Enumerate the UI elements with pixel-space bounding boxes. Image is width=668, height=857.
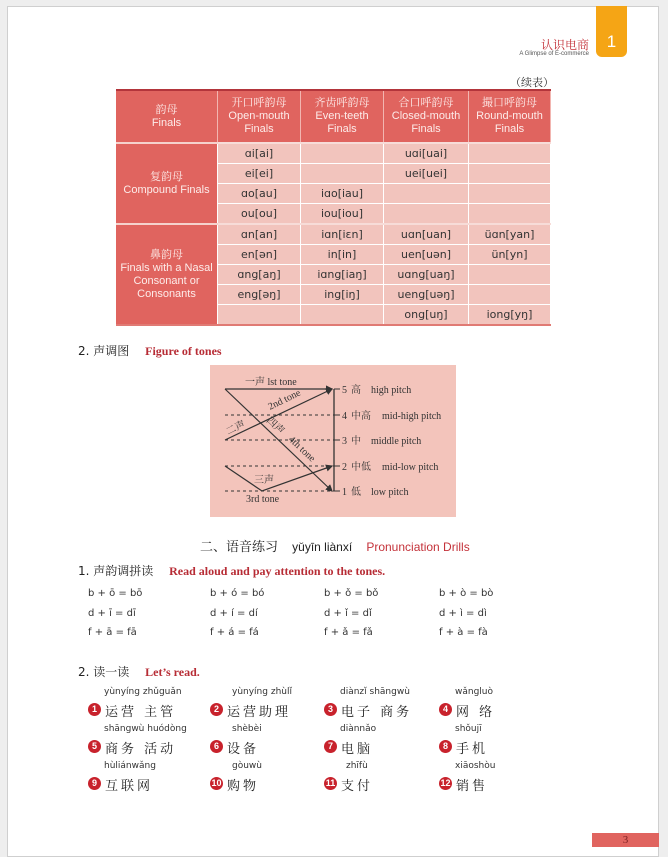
word-pinyin: shāngwù huódòng bbox=[104, 724, 187, 734]
table-cell: iɑn[iɛn] bbox=[301, 224, 384, 245]
col-header-closed-mouth: 合口呼韵母 Closed-mouth Finals bbox=[384, 90, 469, 143]
word-pinyin: wǎngluò bbox=[455, 687, 494, 697]
word-number-badge: 9 bbox=[88, 777, 101, 790]
word-pinyin: hùliánwǎng bbox=[104, 761, 156, 771]
tone-combination: b + ò = bò bbox=[439, 588, 494, 599]
pitch-level-description: low pitch bbox=[371, 487, 409, 498]
table-cell: en[ən] bbox=[218, 245, 301, 265]
fourth-tone-label-en: 4th tone bbox=[285, 434, 318, 465]
table-cell bbox=[301, 164, 384, 184]
word-pinyin: shǒujī bbox=[455, 724, 482, 734]
word-pinyin: diànzǐ shāngwù bbox=[340, 687, 410, 697]
read-aloud-number: 1. bbox=[78, 564, 90, 578]
word-pinyin: diànnǎo bbox=[340, 724, 377, 734]
read-aloud-title-en: Read aloud and pay attention to the tones. bbox=[169, 564, 386, 578]
word-number-badge: 7 bbox=[324, 740, 337, 753]
table-cell bbox=[469, 285, 551, 305]
tone-combination: f + ā = fā bbox=[88, 627, 137, 638]
tone-diagram bbox=[210, 365, 456, 517]
table-cell: ɑn[an] bbox=[218, 224, 301, 245]
table-cell: ɑng[aŋ] bbox=[218, 265, 301, 285]
pitch-level-label: 1 低 bbox=[342, 487, 361, 498]
second-tone-label-en: 2nd tone bbox=[266, 387, 303, 413]
pitch-level-description: middle pitch bbox=[371, 436, 422, 447]
tone-combination: d + ì = dì bbox=[439, 608, 487, 619]
word-hanzi: 互联网 bbox=[105, 779, 154, 794]
word-hanzi: 电子 商务 bbox=[341, 705, 413, 720]
table-cell: iɑo[iau] bbox=[301, 184, 384, 204]
word-number-badge: 12 bbox=[440, 778, 451, 788]
table-cell bbox=[469, 143, 551, 164]
tones-section-heading bbox=[78, 342, 222, 359]
table-cell bbox=[218, 305, 301, 326]
third-tone-label-en: 3rd tone bbox=[246, 494, 280, 505]
drills-heading bbox=[200, 536, 470, 555]
word-hanzi: 运营 主管 bbox=[105, 705, 177, 720]
tone-combination: d + í = dí bbox=[210, 608, 258, 619]
table-cell: uɑi[uai] bbox=[384, 143, 469, 164]
tone-figure bbox=[210, 365, 456, 517]
chapter-number-tab: 1 bbox=[596, 6, 627, 57]
tone-combination: b + ó = bó bbox=[210, 588, 265, 599]
pitch-level-label: 5 高 bbox=[342, 385, 361, 396]
table-continued-label: （续表） bbox=[510, 76, 554, 89]
col-header-finals: 韵母 Finals bbox=[116, 90, 218, 143]
word-number-badge: 2 bbox=[210, 703, 223, 716]
word-hanzi: 购物 bbox=[227, 779, 260, 794]
table-row bbox=[116, 224, 551, 245]
word-pinyin: zhīfù bbox=[346, 761, 368, 771]
second-tone-label-cn: 二声 bbox=[224, 419, 248, 438]
drills-title-en: Pronunciation Drills bbox=[366, 540, 470, 554]
pitch-level-label: 2 中低 bbox=[342, 462, 371, 473]
table-cell bbox=[469, 265, 551, 285]
table-cell: uɑn[uan] bbox=[384, 224, 469, 245]
tone-combination: b + ǒ = bǒ bbox=[324, 588, 379, 599]
table-cell bbox=[469, 204, 551, 225]
chapter-title-cn: 认识电商 bbox=[540, 38, 589, 52]
word-pinyin: yùnyíng zhǔguǎn bbox=[104, 687, 182, 697]
table-cell: ing[iŋ] bbox=[301, 285, 384, 305]
word-hanzi: 销售 bbox=[456, 779, 489, 794]
tone-combination: b + ō = bō bbox=[88, 588, 143, 599]
word-number-badge: 4 bbox=[439, 703, 452, 716]
tone-combination: f + ǎ = fǎ bbox=[324, 627, 373, 638]
tones-section-title-en: Figure of tones bbox=[145, 344, 222, 358]
table-cell: uen[uən] bbox=[384, 245, 469, 265]
table-cell bbox=[301, 143, 384, 164]
table-cell: iɑng[iaŋ] bbox=[301, 265, 384, 285]
word-number-badge: 3 bbox=[324, 703, 337, 716]
pitch-level-description: mid-high pitch bbox=[382, 411, 442, 422]
table-cell: ün[yn] bbox=[469, 245, 551, 265]
table-cell bbox=[469, 184, 551, 204]
fourth-tone-label-cn: 四声 bbox=[263, 415, 287, 437]
third-tone-label-cn: 三声 bbox=[254, 475, 274, 486]
word-hanzi: 运营助理 bbox=[227, 705, 292, 720]
table-cell bbox=[469, 164, 551, 184]
table-cell bbox=[384, 184, 469, 204]
table-row bbox=[116, 143, 551, 164]
word-pinyin: shèbèi bbox=[232, 724, 262, 734]
word-pinyin: xiāoshòu bbox=[455, 761, 496, 771]
table-cell: ei[ei] bbox=[218, 164, 301, 184]
read-aloud-title-cn: 声韵调拼读 bbox=[93, 564, 154, 578]
table-cell: eng[əŋ] bbox=[218, 285, 301, 305]
tones-section-title-cn: 声调图 bbox=[93, 344, 130, 358]
word-number-badge: 6 bbox=[210, 740, 223, 753]
word-hanzi: 商务 活动 bbox=[105, 742, 177, 757]
drills-title-cn: 二、语音练习 bbox=[200, 540, 279, 555]
word-pinyin: yùnyíng zhùlǐ bbox=[232, 687, 292, 697]
word-number-badge: 8 bbox=[439, 740, 452, 753]
pitch-level-label: 3 中 bbox=[342, 436, 361, 447]
col-header-open-mouth: 开口呼韵母 Open-mouth Finals bbox=[218, 90, 301, 143]
tone-combination: d + ī = dī bbox=[88, 608, 136, 619]
word-pinyin: gòuwù bbox=[232, 761, 262, 771]
word-number-badge: 11 bbox=[325, 778, 336, 788]
pitch-level-label: 4 中高 bbox=[342, 411, 371, 422]
tone-combination: d + ǐ = dǐ bbox=[324, 608, 372, 619]
word-number-badge: 5 bbox=[88, 740, 101, 753]
table-cell: ɑo[au] bbox=[218, 184, 301, 204]
table-cell bbox=[301, 305, 384, 326]
word-hanzi: 支付 bbox=[341, 779, 374, 794]
finals-table bbox=[116, 89, 551, 326]
word-number-badge: 1 bbox=[88, 703, 101, 716]
pitch-level-description: mid-low pitch bbox=[382, 462, 439, 473]
col-header-even-teeth: 齐齿呼韵母 Even-teeth Finals bbox=[301, 90, 384, 143]
group-label: 复韵母 Compound Finals bbox=[116, 143, 218, 224]
word-hanzi: 电脑 bbox=[341, 742, 374, 757]
table-cell: iou[iou] bbox=[301, 204, 384, 225]
third-tone-contour bbox=[225, 466, 332, 491]
table-cell: in[in] bbox=[301, 245, 384, 265]
lets-read-title-en: Let’s read. bbox=[145, 665, 200, 679]
word-hanzi: 手机 bbox=[456, 742, 489, 757]
chapter-title-en: A Glimpse of E-commerce bbox=[519, 51, 589, 57]
table-cell: iong[yŋ] bbox=[469, 305, 551, 326]
table-cell bbox=[384, 204, 469, 225]
lets-read-title-cn: 读一读 bbox=[93, 665, 130, 679]
word-hanzi: 网 络 bbox=[456, 705, 496, 720]
word-hanzi: 设备 bbox=[227, 742, 260, 757]
table-cell: ou[ou] bbox=[218, 204, 301, 225]
table-cell: üɑn[yan] bbox=[469, 224, 551, 245]
tone-combination: f + à = fà bbox=[439, 627, 488, 638]
table-cell: ɑi[ai] bbox=[218, 143, 301, 164]
table-cell: ong[uŋ] bbox=[384, 305, 469, 326]
tones-section-number: 2. bbox=[78, 344, 90, 358]
read-aloud-heading bbox=[78, 562, 385, 579]
lets-read-number: 2. bbox=[78, 665, 90, 679]
table-header-row bbox=[116, 90, 551, 143]
page-number: 3 bbox=[592, 833, 659, 847]
word-number-badge: 10 bbox=[211, 778, 222, 788]
first-tone-label: 一声 lst tone bbox=[245, 377, 297, 388]
table-cell: ueng[uəŋ] bbox=[384, 285, 469, 305]
table-cell: uɑng[uaŋ] bbox=[384, 265, 469, 285]
group-label: 鼻韵母 Finals with a Nasal Consonant or Consonants bbox=[116, 224, 218, 325]
drills-title-pinyin: yǔyīn liànxí bbox=[292, 540, 353, 554]
pitch-level-description: high pitch bbox=[371, 385, 412, 396]
col-header-round-mouth: 撮口呼韵母 Round-mouth Finals bbox=[469, 90, 551, 143]
tone-combination: f + á = fá bbox=[210, 627, 259, 638]
table-cell: uei[uei] bbox=[384, 164, 469, 184]
lets-read-heading bbox=[78, 663, 200, 680]
